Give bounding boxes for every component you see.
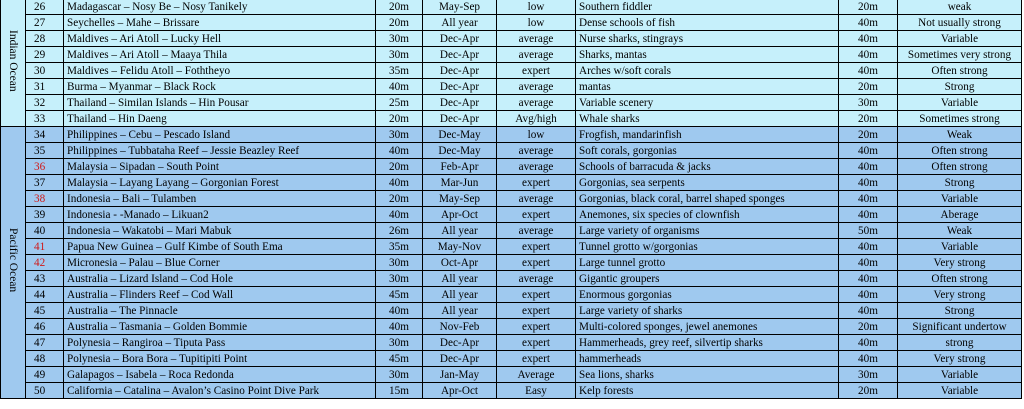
site-name-cell: Malaysia – Sipadan – South Point bbox=[64, 159, 376, 175]
visibility-cell: 40m bbox=[839, 255, 898, 271]
level-cell: expert bbox=[497, 319, 576, 335]
current-cell: weak bbox=[898, 0, 1022, 15]
visibility-cell: 40m bbox=[839, 351, 898, 367]
num-cell: 27 bbox=[26, 15, 64, 31]
table-row bbox=[1, 31, 1022, 47]
season-cell: Dec-Apr bbox=[423, 63, 497, 79]
attraction-cell: Gorgonias, sea serpents bbox=[576, 175, 839, 191]
table-row bbox=[1, 191, 1022, 207]
season-cell: May-Sep bbox=[423, 0, 497, 15]
season-cell: Dec-Apr bbox=[423, 335, 497, 351]
site-name-cell: Galapagos – Isabela – Roca Redonda bbox=[64, 367, 376, 383]
level-cell: Avg/high bbox=[497, 111, 576, 127]
season-cell: All year bbox=[423, 287, 497, 303]
current-cell: Variable bbox=[898, 95, 1022, 111]
attraction-cell: Anemones, six species of clownfish bbox=[576, 207, 839, 223]
table-row bbox=[1, 287, 1022, 303]
attraction-cell: Southern fiddler bbox=[576, 0, 839, 15]
site-name-cell: Thailand – Hin Daeng bbox=[64, 111, 376, 127]
level-cell: expert bbox=[497, 303, 576, 319]
num-cell: 26 bbox=[26, 0, 64, 15]
season-cell: Dec-Apr bbox=[423, 79, 497, 95]
season-cell: All year bbox=[423, 271, 497, 287]
table-row bbox=[1, 383, 1022, 399]
current-cell: Often strong bbox=[898, 63, 1022, 79]
current-cell: Often strong bbox=[898, 271, 1022, 287]
site-name-cell: Polynesia – Rangiroa – Tiputa Pass bbox=[64, 335, 376, 351]
site-name-cell: Indonesia – Wakatobi – Mari Mabuk bbox=[64, 223, 376, 239]
current-cell: Weak bbox=[898, 223, 1022, 239]
site-name-cell: Australia – The Pinnacle bbox=[64, 303, 376, 319]
season-cell: Mar-Jun bbox=[423, 175, 497, 191]
visibility-cell: 40m bbox=[839, 63, 898, 79]
level-cell: expert bbox=[497, 175, 576, 191]
visibility-cell: 30m bbox=[839, 367, 898, 383]
season-cell: Dec-Apr bbox=[423, 47, 497, 63]
num-cell: 45 bbox=[26, 303, 64, 319]
attraction-cell: Variable scenery bbox=[576, 95, 839, 111]
table-row bbox=[1, 15, 1022, 31]
site-name-cell: Thailand – Similan Islands – Hin Pousar bbox=[64, 95, 376, 111]
current-cell: Very strong bbox=[898, 255, 1022, 271]
attraction-cell: Enormous gorgonias bbox=[576, 287, 839, 303]
site-name-cell: Malaysia – Layang Layang – Gorgonian Forest bbox=[64, 175, 376, 191]
num-cell: 31 bbox=[26, 79, 64, 95]
visibility-cell: 20m bbox=[839, 0, 898, 15]
visibility-cell: 40m bbox=[839, 191, 898, 207]
table-row bbox=[1, 111, 1022, 127]
table-row bbox=[1, 239, 1022, 255]
site-name-cell: Papua New Guinea – Gulf Kimbe of South Ema bbox=[64, 239, 376, 255]
region-label-text: Indian Ocean bbox=[7, 29, 19, 92]
site-name-cell: Burma – Myanmar – Black Rock bbox=[64, 79, 376, 95]
current-cell: Very strong bbox=[898, 351, 1022, 367]
table-row bbox=[1, 367, 1022, 383]
visibility-cell: 50m bbox=[839, 223, 898, 239]
table-row bbox=[1, 143, 1022, 159]
site-name-cell: Maldives – Felidu Atoll – Foththeyo bbox=[64, 63, 376, 79]
season-cell: May-Nov bbox=[423, 239, 497, 255]
attraction-cell: Large tunnel grotto bbox=[576, 255, 839, 271]
depth-cell: 20m bbox=[376, 111, 423, 127]
num-cell: 36 bbox=[26, 159, 64, 175]
depth-cell: 40m bbox=[376, 303, 423, 319]
level-cell: average bbox=[497, 159, 576, 175]
visibility-cell: 20m bbox=[839, 383, 898, 399]
season-cell: Apr-Oct bbox=[423, 207, 497, 223]
depth-cell: 30m bbox=[376, 127, 423, 143]
table-body bbox=[1, 0, 1022, 399]
level-cell: low bbox=[497, 127, 576, 143]
site-name-cell: Philippines – Tubbataha Reef – Jessie Beazley Reef bbox=[64, 143, 376, 159]
region-label-text: Pacific Ocean bbox=[7, 228, 19, 293]
num-cell: 35 bbox=[26, 143, 64, 159]
current-cell: Variable bbox=[898, 31, 1022, 47]
season-cell: Dec-May bbox=[423, 127, 497, 143]
depth-cell: 45m bbox=[376, 351, 423, 367]
level-cell: average bbox=[497, 271, 576, 287]
visibility-cell: 40m bbox=[839, 303, 898, 319]
num-cell: 39 bbox=[26, 207, 64, 223]
level-cell: expert bbox=[497, 335, 576, 351]
current-cell: Sometimes strong bbox=[898, 111, 1022, 127]
visibility-cell: 20m bbox=[839, 319, 898, 335]
table-row bbox=[1, 319, 1022, 335]
depth-cell: 30m bbox=[376, 255, 423, 271]
num-cell: 50 bbox=[26, 383, 64, 399]
attraction-cell: Tunnel grotto w/gorgonias bbox=[576, 239, 839, 255]
site-name-cell: Seychelles – Mahe – Brissare bbox=[64, 15, 376, 31]
season-cell: Oct-Apr bbox=[423, 255, 497, 271]
attraction-cell: Soft corals, gorgonias bbox=[576, 143, 839, 159]
table-row bbox=[1, 175, 1022, 191]
visibility-cell: 40m bbox=[839, 207, 898, 223]
table-row bbox=[1, 95, 1022, 111]
attraction-cell: Nurse sharks, stingrays bbox=[576, 31, 839, 47]
depth-cell: 40m bbox=[376, 319, 423, 335]
current-cell: strong bbox=[898, 335, 1022, 351]
season-cell: All year bbox=[423, 223, 497, 239]
level-cell: average bbox=[497, 223, 576, 239]
current-cell: Variable bbox=[898, 239, 1022, 255]
table-row bbox=[1, 47, 1022, 63]
depth-cell: 20m bbox=[376, 15, 423, 31]
depth-cell: 40m bbox=[376, 79, 423, 95]
attraction-cell: Sharks, mantas bbox=[576, 47, 839, 63]
site-name-cell: Maldives – Ari Atoll – Maaya Thila bbox=[64, 47, 376, 63]
num-cell: 44 bbox=[26, 287, 64, 303]
site-name-cell: Australia – Lizard Island – Cod Hole bbox=[64, 271, 376, 287]
current-cell: Often strong bbox=[898, 159, 1022, 175]
current-cell: Very strong bbox=[898, 287, 1022, 303]
current-cell: Aberage bbox=[898, 207, 1022, 223]
current-cell: Often strong bbox=[898, 143, 1022, 159]
site-name-cell: California – Catalina – Avalon’s Casino Point Dive Park bbox=[64, 383, 376, 399]
num-cell: 46 bbox=[26, 319, 64, 335]
depth-cell: 30m bbox=[376, 31, 423, 47]
attraction-cell: Multi-colored sponges, jewel anemones bbox=[576, 319, 839, 335]
visibility-cell: 40m bbox=[839, 271, 898, 287]
site-name-cell: Maldives – Ari Atoll – Lucky Hell bbox=[64, 31, 376, 47]
num-cell: 41 bbox=[26, 239, 64, 255]
current-cell: Not usually strong bbox=[898, 15, 1022, 31]
site-name-cell: Australia – Tasmania – Golden Bommie bbox=[64, 319, 376, 335]
season-cell: Apr-Oct bbox=[423, 383, 497, 399]
num-cell: 47 bbox=[26, 335, 64, 351]
level-cell: low bbox=[497, 0, 576, 15]
num-cell: 38 bbox=[26, 191, 64, 207]
current-cell: Strong bbox=[898, 175, 1022, 191]
depth-cell: 30m bbox=[376, 335, 423, 351]
num-cell: 30 bbox=[26, 63, 64, 79]
level-cell: expert bbox=[497, 239, 576, 255]
season-cell: Nov-Feb bbox=[423, 319, 497, 335]
depth-cell: 25m bbox=[376, 95, 423, 111]
level-cell: expert bbox=[497, 207, 576, 223]
level-cell: average bbox=[497, 31, 576, 47]
depth-cell: 15m bbox=[376, 383, 423, 399]
visibility-cell: 40m bbox=[839, 15, 898, 31]
season-cell: Dec-Apr bbox=[423, 95, 497, 111]
num-cell: 33 bbox=[26, 111, 64, 127]
visibility-cell: 20m bbox=[839, 127, 898, 143]
attraction-cell: mantas bbox=[576, 79, 839, 95]
table-row bbox=[1, 351, 1022, 367]
level-cell: expert bbox=[497, 287, 576, 303]
current-cell: Variable bbox=[898, 367, 1022, 383]
visibility-cell: 40m bbox=[839, 47, 898, 63]
depth-cell: 40m bbox=[376, 143, 423, 159]
site-name-cell: Philippines – Cebu – Pescado Island bbox=[64, 127, 376, 143]
depth-cell: 30m bbox=[376, 271, 423, 287]
visibility-cell: 40m bbox=[839, 239, 898, 255]
level-cell: average bbox=[497, 79, 576, 95]
table-row bbox=[1, 255, 1022, 271]
season-cell: Jan-May bbox=[423, 367, 497, 383]
attraction-cell: Gorgonias, black coral, barrel shaped sponges bbox=[576, 191, 839, 207]
num-cell: 28 bbox=[26, 31, 64, 47]
level-cell: Easy bbox=[497, 383, 576, 399]
visibility-cell: 40m bbox=[839, 335, 898, 351]
depth-cell: 40m bbox=[376, 207, 423, 223]
attraction-cell: Hammerheads, grey reef, silvertip sharks bbox=[576, 335, 839, 351]
site-name-cell: Madagascar – Nosy Be – Nosy Tanikely bbox=[64, 0, 376, 15]
attraction-cell: Arches w/soft corals bbox=[576, 63, 839, 79]
visibility-cell: 30m bbox=[839, 95, 898, 111]
visibility-cell: 40m bbox=[839, 31, 898, 47]
season-cell: Feb-Apr bbox=[423, 159, 497, 175]
num-cell: 40 bbox=[26, 223, 64, 239]
table-row bbox=[1, 335, 1022, 351]
table-row bbox=[1, 223, 1022, 239]
visibility-cell: 40m bbox=[839, 175, 898, 191]
season-cell: All year bbox=[423, 15, 497, 31]
visibility-cell: 40m bbox=[839, 287, 898, 303]
num-cell: 49 bbox=[26, 367, 64, 383]
depth-cell: 20m bbox=[376, 159, 423, 175]
level-cell: average bbox=[497, 95, 576, 111]
season-cell: May-Sep bbox=[423, 191, 497, 207]
num-cell: 48 bbox=[26, 351, 64, 367]
season-cell: All year bbox=[423, 303, 497, 319]
depth-cell: 40m bbox=[376, 175, 423, 191]
num-cell: 43 bbox=[26, 271, 64, 287]
season-cell: Dec-Apr bbox=[423, 31, 497, 47]
num-cell: 34 bbox=[26, 127, 64, 143]
season-cell: Dec-May bbox=[423, 143, 497, 159]
region-label-pacific-ocean bbox=[1, 127, 26, 399]
num-cell: 29 bbox=[26, 47, 64, 63]
level-cell: average bbox=[497, 191, 576, 207]
attraction-cell: Large variety of organisms bbox=[576, 223, 839, 239]
attraction-cell: Whale sharks bbox=[576, 111, 839, 127]
table-row bbox=[1, 127, 1022, 143]
season-cell: Dec-Apr bbox=[423, 111, 497, 127]
depth-cell: 30m bbox=[376, 367, 423, 383]
table-row bbox=[1, 207, 1022, 223]
num-cell: 37 bbox=[26, 175, 64, 191]
table-row bbox=[1, 271, 1022, 287]
region-label-indian-ocean bbox=[1, 0, 26, 127]
depth-cell: 35m bbox=[376, 63, 423, 79]
level-cell: Average bbox=[497, 367, 576, 383]
level-cell: expert bbox=[497, 255, 576, 271]
attraction-cell: hammerheads bbox=[576, 351, 839, 367]
attraction-cell: Schools of barracuda & jacks bbox=[576, 159, 839, 175]
depth-cell: 20m bbox=[376, 0, 423, 15]
current-cell: Strong bbox=[898, 79, 1022, 95]
current-cell: Significant undertow bbox=[898, 319, 1022, 335]
current-cell: Weak bbox=[898, 127, 1022, 143]
depth-cell: 20m bbox=[376, 191, 423, 207]
num-cell: 32 bbox=[26, 95, 64, 111]
level-cell: average bbox=[497, 143, 576, 159]
season-cell: Dec-Apr bbox=[423, 351, 497, 367]
num-cell: 42 bbox=[26, 255, 64, 271]
attraction-cell: Gigantic groupers bbox=[576, 271, 839, 287]
site-name-cell: Australia – Flinders Reef – Cod Wall bbox=[64, 287, 376, 303]
visibility-cell: 20m bbox=[839, 79, 898, 95]
depth-cell: 45m bbox=[376, 287, 423, 303]
table-row bbox=[1, 79, 1022, 95]
depth-cell: 35m bbox=[376, 239, 423, 255]
depth-cell: 26m bbox=[376, 223, 423, 239]
site-name-cell: Indonesia - -Manado – Likuan2 bbox=[64, 207, 376, 223]
depth-cell: 30m bbox=[376, 47, 423, 63]
attraction-cell: Kelp forests bbox=[576, 383, 839, 399]
site-name-cell: Polynesia – Bora Bora – Tupitipiti Point bbox=[64, 351, 376, 367]
table-row bbox=[1, 159, 1022, 175]
attraction-cell: Sea lions, sharks bbox=[576, 367, 839, 383]
level-cell: low bbox=[497, 15, 576, 31]
table-row bbox=[1, 63, 1022, 79]
attraction-cell: Dense schools of fish bbox=[576, 15, 839, 31]
attraction-cell: Large variety of sharks bbox=[576, 303, 839, 319]
current-cell: Variable bbox=[898, 383, 1022, 399]
table-row bbox=[1, 303, 1022, 319]
attraction-cell: Frogfish, mandarinfish bbox=[576, 127, 839, 143]
visibility-cell: 40m bbox=[839, 159, 898, 175]
site-name-cell: Indonesia – Bali – Tulamben bbox=[64, 191, 376, 207]
site-name-cell: Micronesia – Palau – Blue Corner bbox=[64, 255, 376, 271]
visibility-cell: 40m bbox=[839, 143, 898, 159]
visibility-cell: 20m bbox=[839, 111, 898, 127]
level-cell: average bbox=[497, 47, 576, 63]
current-cell: Strong bbox=[898, 303, 1022, 319]
level-cell: expert bbox=[497, 63, 576, 79]
current-cell: Variable bbox=[898, 191, 1022, 207]
current-cell: Sometimes very strong bbox=[898, 47, 1022, 63]
table-row bbox=[1, 0, 1022, 15]
level-cell: expert bbox=[497, 351, 576, 367]
